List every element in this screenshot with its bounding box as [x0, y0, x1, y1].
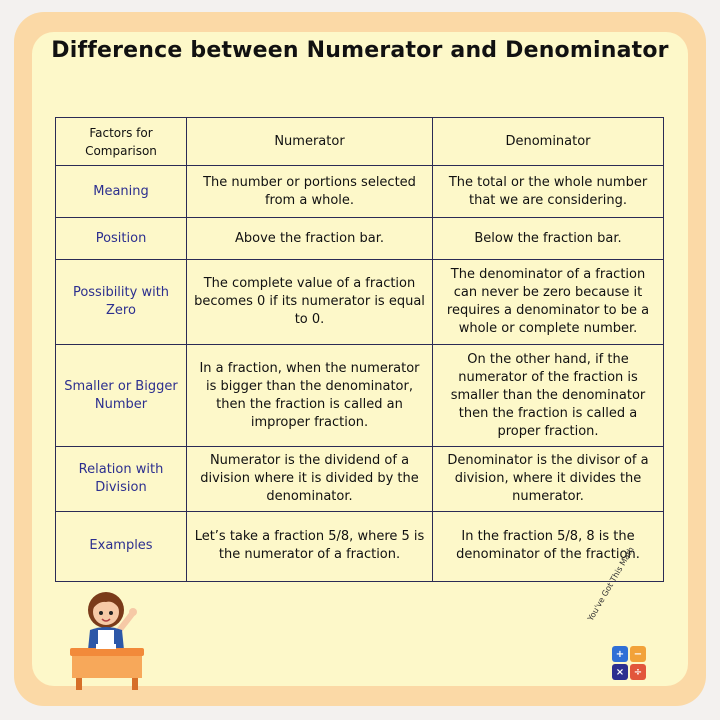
minus-icon: − — [630, 646, 646, 662]
header-denominator: Denominator — [433, 118, 664, 166]
header-numerator: Numerator — [187, 118, 433, 166]
row-denominator: Denominator is the divisor of a division, where it divides the numerator. — [433, 446, 664, 511]
table-row — [56, 218, 664, 260]
table-row — [56, 446, 664, 511]
header-factors-label: Factors for Comparison — [85, 125, 157, 158]
table-row — [56, 345, 664, 446]
row-denominator: On the other hand, if the numerator of the fraction is smaller than the denominator then the fraction is called a proper fraction. — [433, 345, 664, 446]
row-numerator: The number or portions selected from a whole. — [187, 166, 433, 218]
header-factors — [56, 118, 187, 166]
girl-at-desk-illustration — [62, 588, 162, 692]
divide-icon: ÷ — [630, 664, 646, 680]
row-factor: Possibility with Zero — [56, 260, 187, 345]
table-row — [56, 166, 664, 218]
page-title: Difference between Numerator and Denominator — [51, 38, 669, 63]
logo-icon — [612, 646, 646, 680]
row-denominator: In the fraction 5/8, 8 is the denominator of the fraction. — [433, 511, 664, 581]
row-numerator: Numerator is the dividend of a division where it is divided by the denominator. — [187, 446, 433, 511]
row-numerator: In a fraction, when the numerator is bigger than the denominator, then the fraction is called an improper fraction. — [187, 345, 433, 446]
logo-text: You've Got This Math — [586, 545, 636, 623]
row-denominator: The total or the whole number that we are considering. — [433, 166, 664, 218]
table-row — [56, 260, 664, 345]
table-header-row — [56, 118, 664, 166]
table-row — [56, 511, 664, 581]
plus-icon: + — [612, 646, 628, 662]
comparison-table — [55, 117, 664, 582]
row-numerator: Above the fraction bar. — [187, 218, 433, 260]
row-factor: Position — [56, 218, 187, 260]
row-numerator: Let’s take a fraction 5/8, where 5 is the numerator of a fraction. — [187, 511, 433, 581]
row-factor: Relation with Division — [56, 446, 187, 511]
row-factor: Examples — [56, 511, 187, 581]
multiply-icon: × — [612, 664, 628, 680]
row-denominator: The denominator of a fraction can never be zero because it requires a denominator to be a whole or complete number. — [433, 260, 664, 345]
row-numerator: The complete value of a fraction becomes 0 if its numerator is equal to 0. — [187, 260, 433, 345]
row-factor: Meaning — [56, 166, 187, 218]
row-factor: Smaller or Bigger Number — [56, 345, 187, 446]
row-denominator: Below the fraction bar. — [433, 218, 664, 260]
